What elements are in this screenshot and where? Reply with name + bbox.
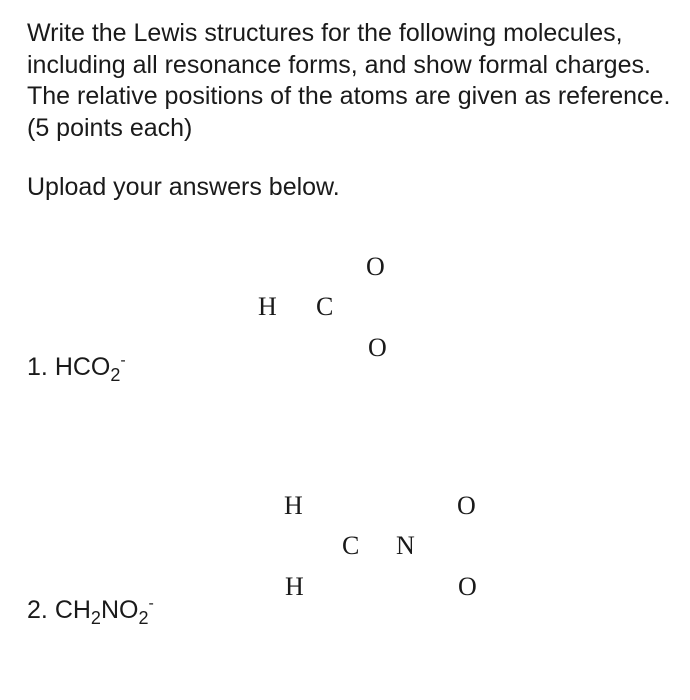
p2-atom-o-bottom: O <box>458 572 477 601</box>
p2-formula-no: NO <box>100 596 139 624</box>
question-text: Write the Lewis structures for the following molecules, including all resonance forms, and show formal charges. The relative positions of the atoms are given as reference. (5 points each) <box>27 19 671 142</box>
p1-number: 1. <box>27 353 48 381</box>
p1-atom-o-bottom: O <box>368 333 387 362</box>
p1-formula-charge: - <box>120 352 126 369</box>
p2-atom-o-top: O <box>457 491 476 520</box>
upload-instruction: Upload your answers below. <box>27 173 340 201</box>
problem1-formula <box>27 352 126 385</box>
p2-formula-charge: - <box>148 595 154 612</box>
p2-atom-h-top: H <box>284 491 303 520</box>
p2-number: 2. <box>27 596 48 624</box>
p1-atom-h: H <box>258 292 277 321</box>
p2-formula-ch: CH <box>54 596 91 624</box>
p2-atom-h-bottom: H <box>285 572 304 601</box>
p2-formula-sub-2a: 2 <box>90 608 101 628</box>
p1-formula-sub-2: 2 <box>110 365 121 385</box>
p1-atom-c: C <box>316 292 334 321</box>
problem2-formula <box>27 595 154 628</box>
p2-atom-c: C <box>342 531 360 560</box>
p1-atom-o-top: O <box>366 252 385 281</box>
p2-atom-n: N <box>396 531 415 560</box>
p1-formula-hco: HCO <box>54 353 111 381</box>
p2-formula-sub-2b: 2 <box>138 608 149 628</box>
